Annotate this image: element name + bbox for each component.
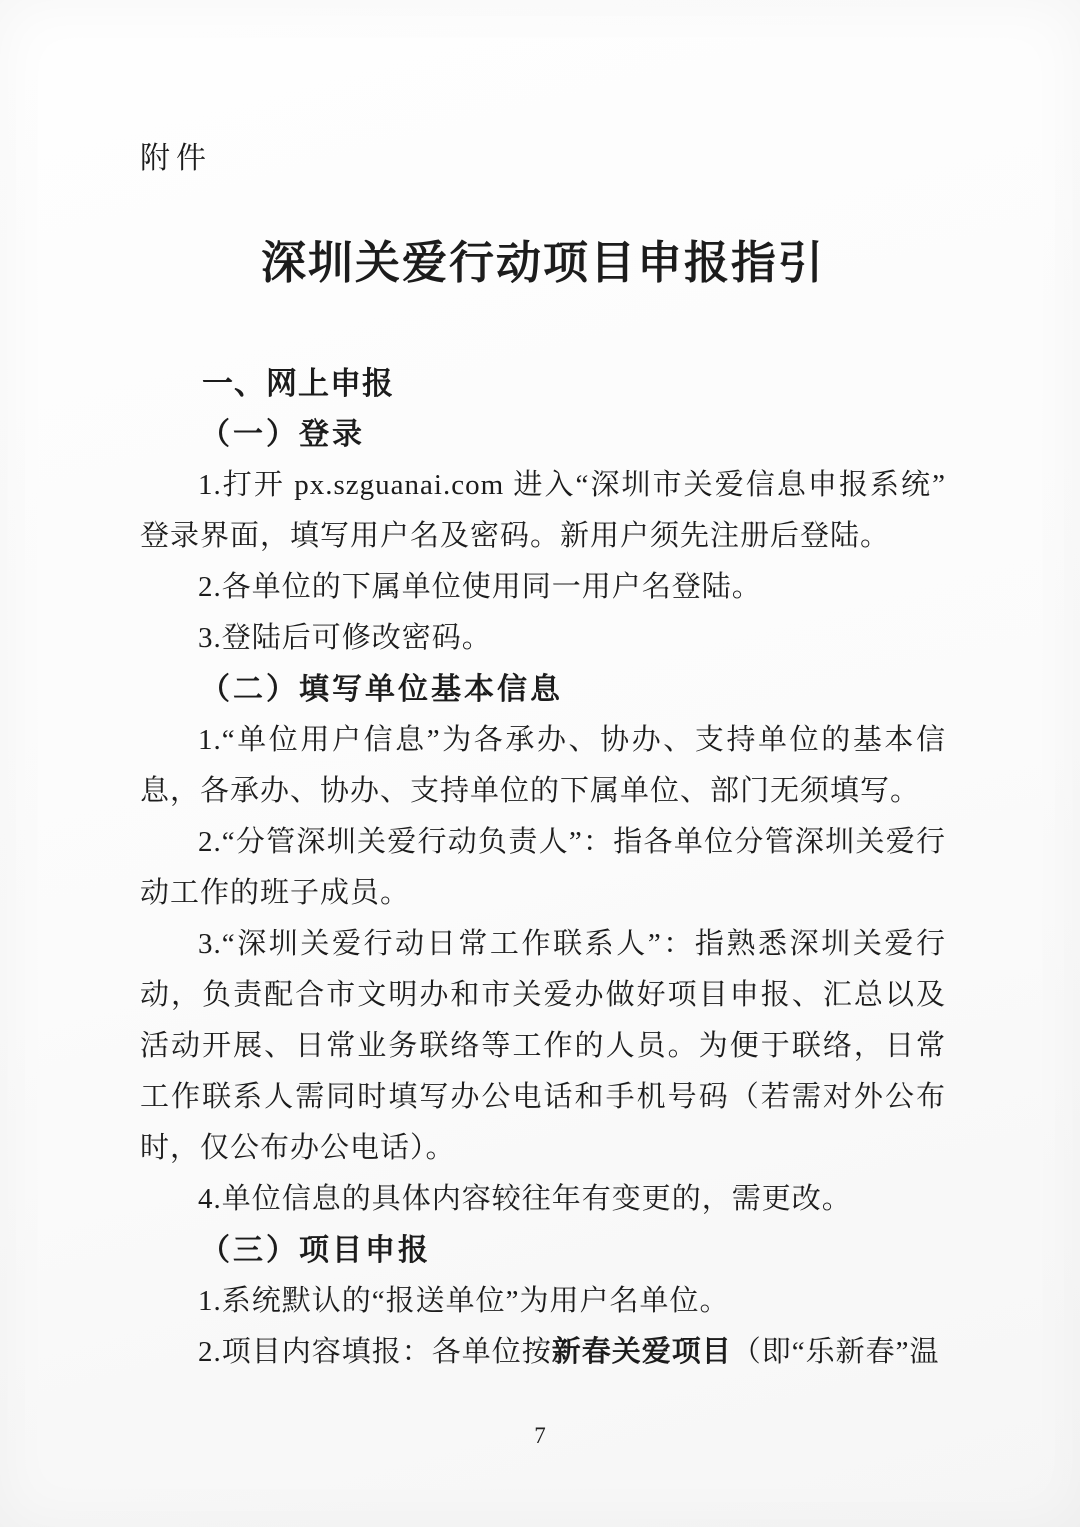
paragraph (140, 715, 946, 817)
paragraph (140, 1174, 946, 1225)
text-run: 3.“深圳关爱行动日常工作联系人”：指熟悉深圳关爱行动，负责配合市文明办和市关爱办做好项目申报、汇总以及活动开展、日常业务联络等工作的人员。为便于联络，日常工作联系人需同时填写办公电话和手机号码（若需对外公布时，仅公布办公电话）。 (140, 928, 946, 1164)
bold-text-run: 新春关爱项目 (551, 1336, 732, 1368)
text-run: 1.打开 px.szguanai.com 进入“深圳市关爱信息申报系统”登录界面，填写用户名及密码。新用户须先注册后登陆。 (140, 469, 946, 552)
text-run: 2.各单位的下属单位使用同一用户名登陆。 (198, 571, 762, 603)
section-heading: 一、网上申报 (202, 366, 394, 401)
paragraph (140, 1276, 946, 1327)
document-title: 深圳关爱行动项目申报指引 (260, 238, 825, 288)
paragraph (140, 460, 946, 562)
subsection-heading: （二）填写单位基本信息 (200, 673, 563, 706)
text-run: 3.登陆后可修改密码。 (198, 622, 492, 654)
subsection-heading: （三）项目申报 (200, 1234, 431, 1267)
paragraph (140, 1327, 946, 1378)
page-footer (0, 1423, 1080, 1449)
text-run: （即“乐新春”温 (731, 1336, 940, 1368)
page-number: 7 (534, 1423, 546, 1448)
paragraph (140, 613, 946, 664)
document-body (140, 358, 946, 1378)
attachment-label: 附件 (140, 142, 212, 175)
subsection-heading: （一）登录 (200, 418, 365, 451)
text-run: 2.“分管深圳关爱行动负责人”：指各单位分管深圳关爱行动工作的班子成员。 (140, 826, 946, 909)
text-run: 1.“单位用户信息”为各承办、协办、支持单位的基本信息，各承办、协办、支持单位的下属单位、部门无须填写。 (140, 724, 946, 807)
text-run: 2.项目内容填报：各单位按 (198, 1336, 552, 1368)
paragraph (140, 562, 946, 613)
text-run: 1.系统默认的“报送单位”为用户名单位。 (198, 1285, 730, 1317)
paragraph (140, 919, 946, 1174)
paragraph (140, 817, 946, 919)
text-run: 4.单位信息的具体内容较往年有变更的，需更改。 (198, 1183, 852, 1215)
